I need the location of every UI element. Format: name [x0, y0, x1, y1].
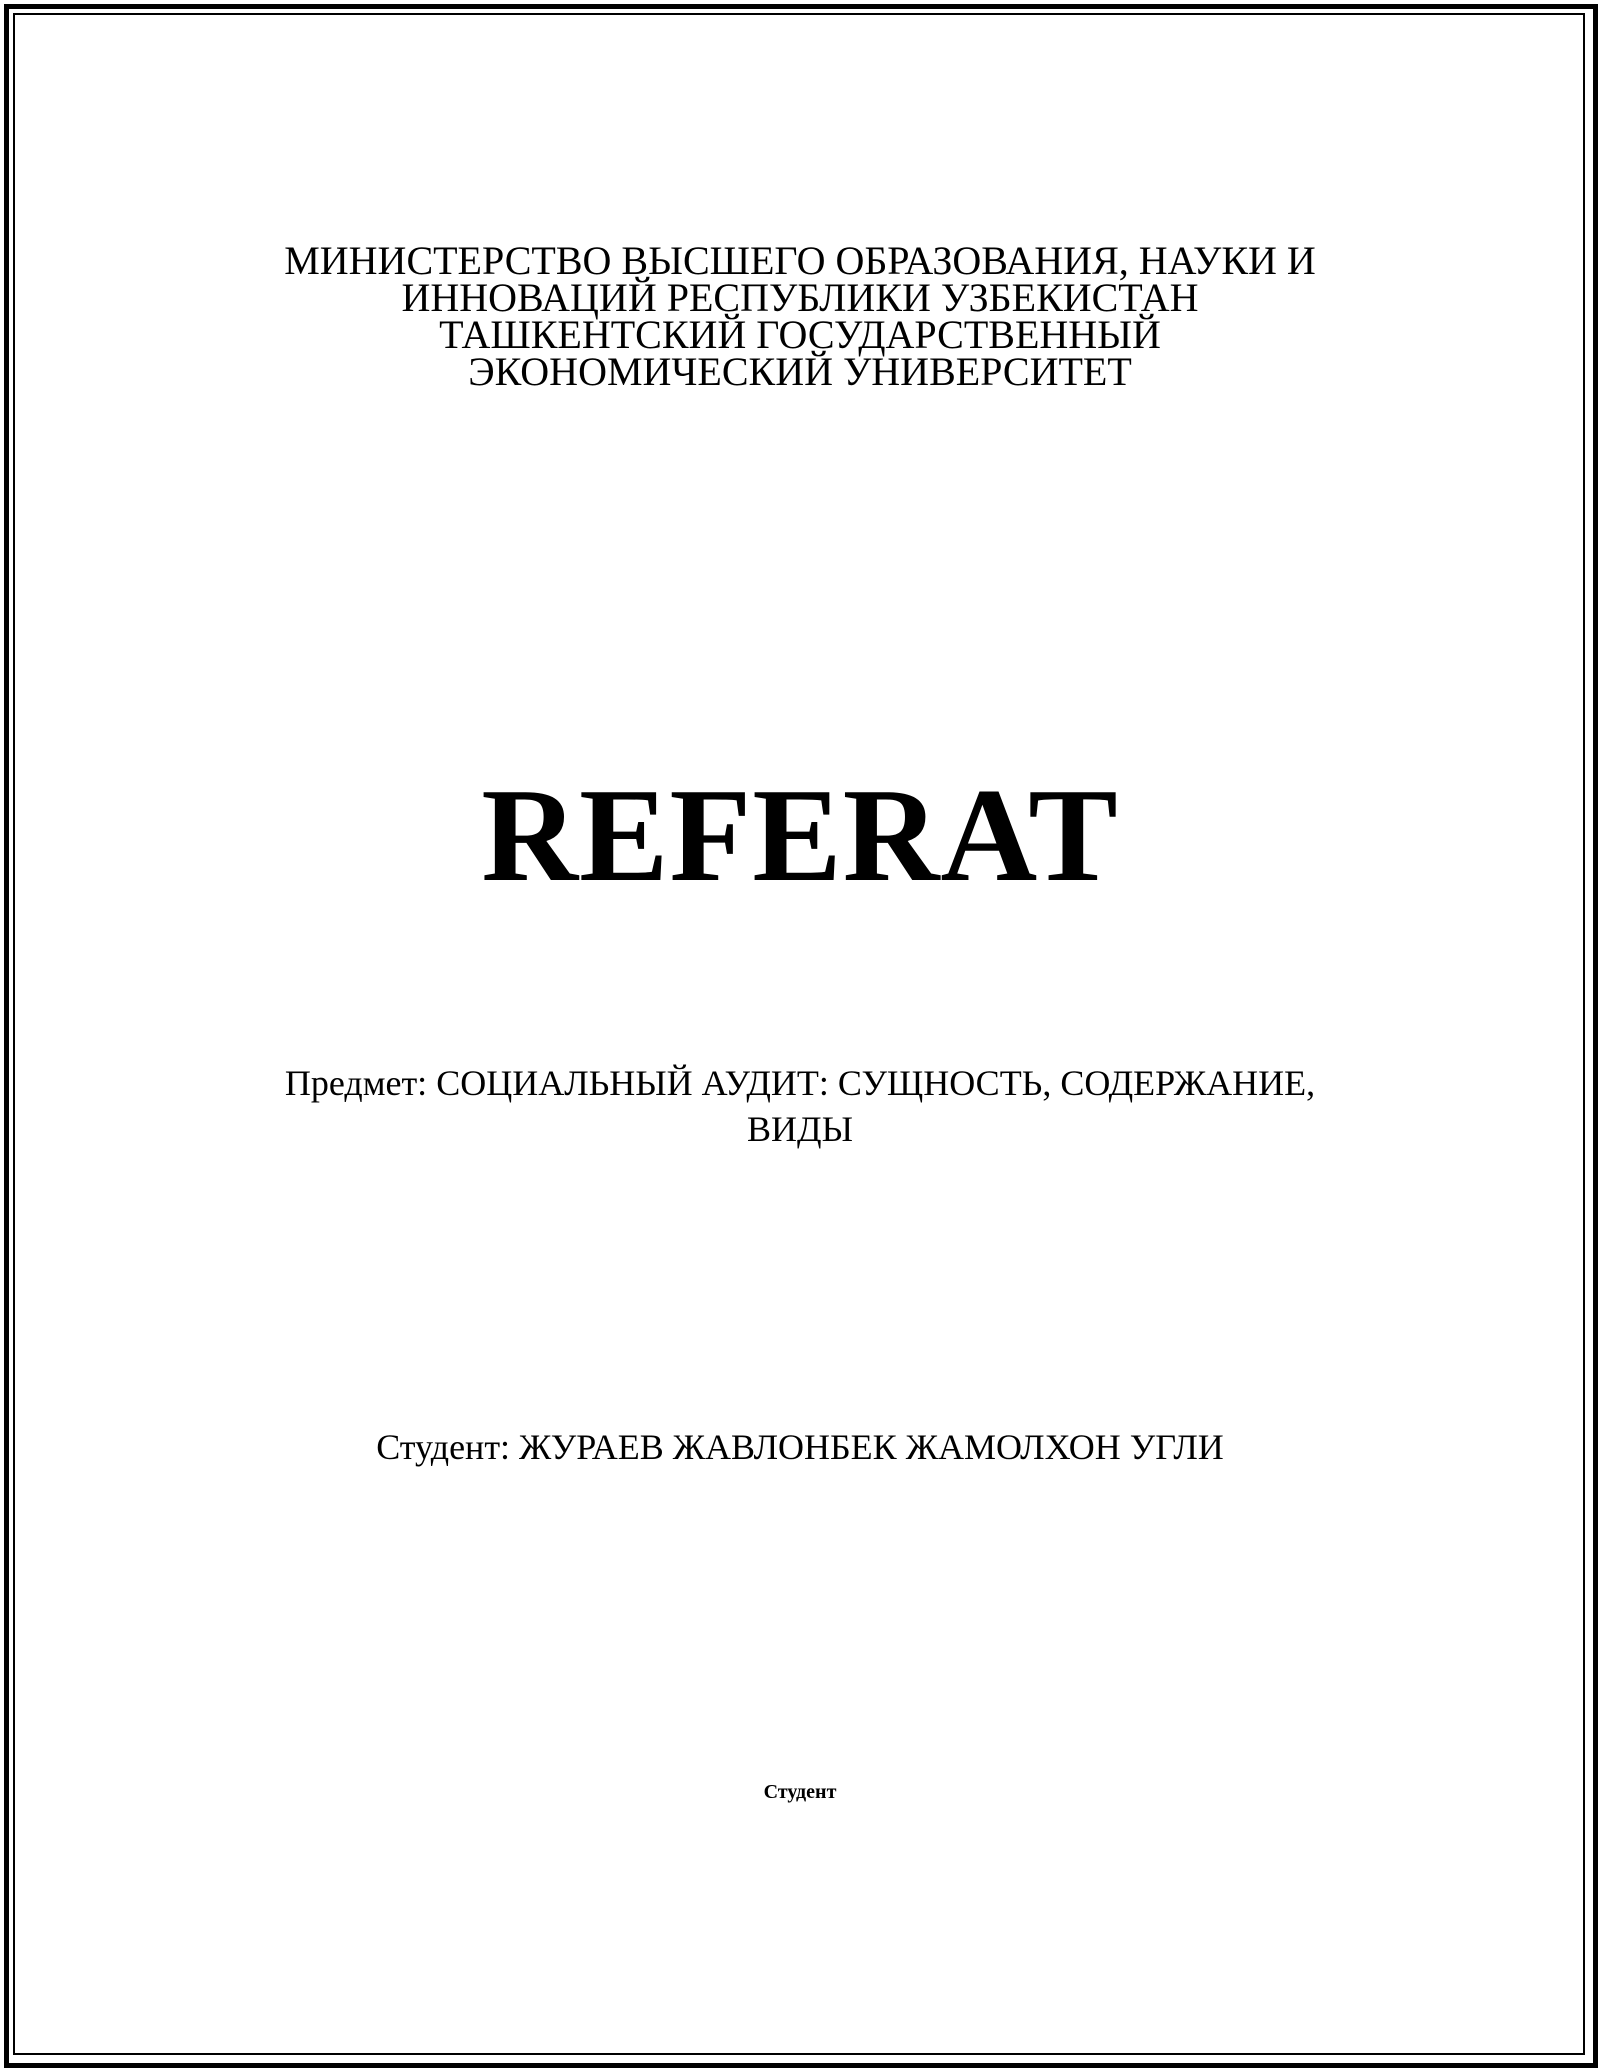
ministry-line: МИНИСТЕРСТВО ВЫСШЕГО ОБРАЗОВАНИЯ, НАУКИ И: [284, 238, 1316, 283]
student-line: Студент: ЖУРАЕВ ЖАВЛОНБЕК ЖАМОЛХОН УГЛИ: [376, 1427, 1224, 1467]
university-line: ЭКОНОМИЧЕСКИЙ УНИВЕРСИТЕТ: [468, 349, 1132, 394]
footer-student-label: Студент: [763, 1781, 837, 1803]
ministry-line: ИННОВАЦИЙ РЕСПУБЛИКИ УЗБЕКИСТАН: [401, 275, 1199, 320]
university-line: ТАШКЕНТСКИЙ ГОСУДАРСТВЕННЫЙ: [439, 312, 1161, 357]
subject-line: Предмет: СОЦИАЛЬНЫЙ АУДИТ: СУЩНОСТЬ, СОДЕРЖАНИЕ,: [284, 1063, 1316, 1103]
ministry-heading: [0, 238, 1600, 394]
subject-block: [0, 1060, 1600, 1152]
document-title: REFERAT: [481, 761, 1119, 909]
subject-line: ВИДЫ: [747, 1109, 853, 1149]
